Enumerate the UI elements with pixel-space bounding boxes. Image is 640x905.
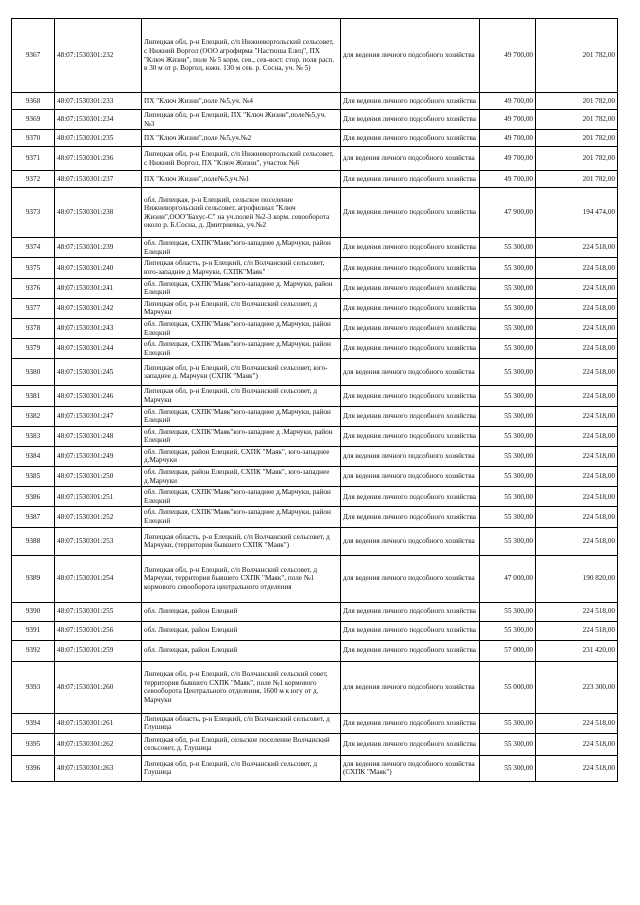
row-number-cell: 9396 <box>12 755 55 781</box>
row-number-cell: 9374 <box>12 238 55 258</box>
area-value-cell: 55 300,00 <box>480 467 536 487</box>
permitted-use-cell: для ведения личного подсобного хозяйства <box>341 147 480 171</box>
table-row <box>12 110 618 130</box>
location-cell: обл. Липецкая, СХПК"Маяк"юго-западнее д.Марчуки, район Елецкий <box>142 487 341 507</box>
cadastral-number-cell: 48:07:1530301:253 <box>55 527 142 555</box>
permitted-use-cell: для ведения личного подсобного хозяйства <box>341 19 480 93</box>
cadastral-number-cell: 48:07:1530301:249 <box>55 446 142 466</box>
cadastral-number-cell: 48:07:1530301:256 <box>55 621 142 640</box>
table-row <box>12 298 618 318</box>
cadastral-number-cell: 48:07:1530301:242 <box>55 298 142 318</box>
row-number-cell: 9382 <box>12 406 55 426</box>
permitted-use-cell: Для ведения личного подсобного хозяйства <box>341 621 480 640</box>
permitted-use-cell: Для ведения личного подсобного хозяйства <box>341 426 480 446</box>
table-row <box>12 467 618 487</box>
table-row <box>12 147 618 171</box>
location-cell: обл. Липецкая, р-н Елецкий, сельское поселение Нижневоргольский сельсовет, агрофилиал "Ключ Жизни",ООО"Бахус-С" на уч.полей №2-3 корм. севооборота около р. Б.Сосна, д. Дмитриевка, уч.№2 <box>142 188 341 238</box>
location-cell: обл. Липецкая, СХПК"Маяк"юго-западнее д.Марчуки, район Елецкий <box>142 406 341 426</box>
table-row <box>12 171 618 188</box>
row-number-cell: 9373 <box>12 188 55 238</box>
cadastral-number-cell: 48:07:1530301:238 <box>55 188 142 238</box>
cadastral-cost-cell: 224 518,00 <box>536 621 618 640</box>
permitted-use-cell: Для ведения личного подсобного хозяйства <box>341 386 480 406</box>
area-value-cell: 55 300,00 <box>480 621 536 640</box>
cadastral-number-cell: 48:07:1530301:260 <box>55 661 142 713</box>
location-cell: Липецкая обл, р-н Елецкий, ПХ "Ключ Жизни",поле№5,уч. №3 <box>142 110 341 130</box>
cadastral-number-cell: 48:07:1530301:243 <box>55 318 142 338</box>
cadastral-cost-cell: 224 518,00 <box>536 527 618 555</box>
location-cell: Липецкая область, р-н Елецкий, с/п Волчанский сельсовет, д Глушица <box>142 713 341 733</box>
cadastral-cost-cell: 224 518,00 <box>536 258 618 278</box>
area-value-cell: 49 700,00 <box>480 110 536 130</box>
table-row <box>12 406 618 426</box>
cadastral-number-cell: 48:07:1530301:246 <box>55 386 142 406</box>
table-row <box>12 621 618 640</box>
permitted-use-cell: для ведения личного подсобного хозяйства <box>341 467 480 487</box>
location-cell: Липецкая обл, р-н Елецкий, с/п Волчанский сельсовет, д Марчуки <box>142 298 341 318</box>
table-row <box>12 130 618 147</box>
row-number-cell: 9392 <box>12 640 55 661</box>
location-cell: Липецкая обл, р-н Елецкий, с/п Волчанский сельсовет, д Марчуки, территория бывшего СХПК "Маяк", поле №1 кормового севооборота центрального отделения <box>142 555 341 602</box>
table-row <box>12 527 618 555</box>
row-number-cell: 9393 <box>12 661 55 713</box>
cadastral-number-cell: 48:07:1530301:252 <box>55 507 142 527</box>
row-number-cell: 9377 <box>12 298 55 318</box>
location-cell: Липецкая обл, р-н Елецкий, с/п Нижневоргольский сельсовет, с Нижний Воргол (ООО агрофирма "Настюша Елец", ПХ "Ключ Жизни", поле № 5 корм. сев., сев-вост. стор. поля расп. в 30 м от р. Воргол, южн. 130 м сев. р. Сосна, уч. № 5) <box>142 19 341 93</box>
row-number-cell: 9370 <box>12 130 55 147</box>
table-row <box>12 487 618 507</box>
cadastral-cost-cell: 224 518,00 <box>536 467 618 487</box>
permitted-use-cell: Для ведения личного подсобного хозяйства <box>341 507 480 527</box>
area-value-cell: 55 300,00 <box>480 278 536 298</box>
area-value-cell: 49 700,00 <box>480 93 536 110</box>
permitted-use-cell: Для ведения личного подсобного хозяйства <box>341 487 480 507</box>
cadastral-cost-cell: 194 474,00 <box>536 188 618 238</box>
permitted-use-cell: Для ведения личного подсобного хозяйства <box>341 298 480 318</box>
cadastral-cost-cell: 224 518,00 <box>536 426 618 446</box>
permitted-use-cell: для ведения личного подсобного хозяйства <box>341 527 480 555</box>
table-row <box>12 602 618 621</box>
table-row <box>12 258 618 278</box>
row-number-cell: 9376 <box>12 278 55 298</box>
row-number-cell: 9379 <box>12 339 55 359</box>
cadastral-number-cell: 48:07:1530301:239 <box>55 238 142 258</box>
permitted-use-cell: Для ведения личного подсобного хозяйства <box>341 318 480 338</box>
cadastral-number-cell: 48:07:1530301:254 <box>55 555 142 602</box>
area-value-cell: 49 700,00 <box>480 19 536 93</box>
cadastral-cost-cell: 224 518,00 <box>536 406 618 426</box>
location-cell: обл. Липецкая, район Елецкий <box>142 621 341 640</box>
location-cell: обл. Липецкая, СХПК"Маяк"юго-западнее д.Марчуки, район Елецкий <box>142 318 341 338</box>
cadastral-cost-cell: 224 518,00 <box>536 602 618 621</box>
row-number-cell: 9395 <box>12 733 55 755</box>
area-value-cell: 47 000,00 <box>480 555 536 602</box>
cadastral-cost-cell: 201 782,00 <box>536 93 618 110</box>
cadastral-cost-cell: 224 518,00 <box>536 386 618 406</box>
area-value-cell: 55 300,00 <box>480 487 536 507</box>
area-value-cell: 47 900,00 <box>480 188 536 238</box>
cadastral-number-cell: 48:07:1530301:261 <box>55 713 142 733</box>
area-value-cell: 55 300,00 <box>480 406 536 426</box>
table-row <box>12 755 618 781</box>
row-number-cell: 9390 <box>12 602 55 621</box>
row-number-cell: 9394 <box>12 713 55 733</box>
area-value-cell: 55 300,00 <box>480 359 536 386</box>
area-value-cell: 57 000,00 <box>480 640 536 661</box>
cadastral-cost-cell: 224 518,00 <box>536 359 618 386</box>
cadastral-cost-cell: 224 518,00 <box>536 446 618 466</box>
row-number-cell: 9375 <box>12 258 55 278</box>
row-number-cell: 9386 <box>12 487 55 507</box>
location-cell: ПХ "Ключ Жизни",поле №5,уч.№2 <box>142 130 341 147</box>
area-value-cell: 55 300,00 <box>480 258 536 278</box>
location-cell: обл. Липецкая, СХПК"Маяк"юго-западнее д.Марчуки, район Елецкий <box>142 238 341 258</box>
cadastral-cost-cell: 224 518,00 <box>536 278 618 298</box>
table-row <box>12 426 618 446</box>
table-row <box>12 661 618 713</box>
cadastral-cost-cell: 224 518,00 <box>536 298 618 318</box>
area-value-cell: 55 300,00 <box>480 602 536 621</box>
table-row <box>12 93 618 110</box>
area-value-cell: 55 300,00 <box>480 446 536 466</box>
area-value-cell: 55 300,00 <box>480 527 536 555</box>
location-cell: обл. Липецкая, СХПК"Маяк"юго-западнее д. Марчуки, район Елецкий <box>142 278 341 298</box>
area-value-cell: 55 300,00 <box>480 426 536 446</box>
cadastral-number-cell: 48:07:1530301:234 <box>55 110 142 130</box>
permitted-use-cell: Для ведения личного подсобного хозяйства <box>341 110 480 130</box>
area-value-cell: 55 000,00 <box>480 661 536 713</box>
permitted-use-cell: для ведения личного подсобного хозяйства <box>341 661 480 713</box>
cadastral-number-cell: 48:07:1530301:235 <box>55 130 142 147</box>
cadastral-cost-cell: 190 820,00 <box>536 555 618 602</box>
area-value-cell: 49 700,00 <box>480 130 536 147</box>
location-cell: Липецкая область, р-н Елецкий, с/п Волчанский сельсовет, д Марчуки, (территория бывшего СХПК "Маяк") <box>142 527 341 555</box>
permitted-use-cell: для ведения личного подсобного хозяйства <box>341 359 480 386</box>
area-value-cell: 55 300,00 <box>480 755 536 781</box>
cadastral-number-cell: 48:07:1530301:232 <box>55 19 142 93</box>
row-number-cell: 9372 <box>12 171 55 188</box>
row-number-cell: 9369 <box>12 110 55 130</box>
table-row <box>12 359 618 386</box>
table-row <box>12 640 618 661</box>
location-cell: ПХ "Ключ Жизни",поле №5,уч. №4 <box>142 93 341 110</box>
row-number-cell: 9388 <box>12 527 55 555</box>
area-value-cell: 55 300,00 <box>480 386 536 406</box>
table-row <box>12 555 618 602</box>
cadastral-cost-cell: 201 782,00 <box>536 130 618 147</box>
table-row <box>12 507 618 527</box>
cadastral-number-cell: 48:07:1530301:245 <box>55 359 142 386</box>
table-row <box>12 318 618 338</box>
row-number-cell: 9384 <box>12 446 55 466</box>
area-value-cell: 55 300,00 <box>480 733 536 755</box>
cadastral-number-cell: 48:07:1530301:241 <box>55 278 142 298</box>
cadastral-number-cell: 48:07:1530301:248 <box>55 426 142 446</box>
area-value-cell: 55 300,00 <box>480 507 536 527</box>
land-plot-table <box>11 18 618 782</box>
permitted-use-cell: Для ведения личного подсобного хозяйства <box>341 171 480 188</box>
row-number-cell: 9389 <box>12 555 55 602</box>
location-cell: Липецкая обл, р-н Елецкий, с/п Волчанский сельсовет, д Глушица <box>142 755 341 781</box>
permitted-use-cell: Для ведения личного подсобного хозяйства <box>341 238 480 258</box>
cadastral-cost-cell: 224 518,00 <box>536 339 618 359</box>
cadastral-number-cell: 48:07:1530301:237 <box>55 171 142 188</box>
table-row <box>12 386 618 406</box>
row-number-cell: 9371 <box>12 147 55 171</box>
permitted-use-cell: для ведения личного подсобного хозяйства <box>341 555 480 602</box>
location-cell: Липецкая обл, р-н Елецкий, сельское поселение Волчанский сельсовет, д. Глушица <box>142 733 341 755</box>
area-value-cell: 55 300,00 <box>480 713 536 733</box>
permitted-use-cell: Для ведения личного подсобного хозяйства <box>341 733 480 755</box>
cadastral-cost-cell: 201 782,00 <box>536 110 618 130</box>
permitted-use-cell: Для ведения личного подсобного хозяйства <box>341 640 480 661</box>
table-row <box>12 446 618 466</box>
cadastral-cost-cell: 231 420,00 <box>536 640 618 661</box>
location-cell: Липецкая обл, р-н Елецкий, с/п Волчанский сельский совет, территория бывшего СХПК "Маяк", поле №1 кормового севооборота Центрального отделения, 1600 м к югу от д. Марчуки <box>142 661 341 713</box>
location-cell: обл. Липецкая, СХПК"Маяк"юго-западнее д.Марчуки, район Елецкий <box>142 339 341 359</box>
permitted-use-cell: Для ведения личного подсобного хозяйства <box>341 258 480 278</box>
cadastral-cost-cell: 201 782,00 <box>536 171 618 188</box>
area-value-cell: 55 300,00 <box>480 339 536 359</box>
table-row <box>12 713 618 733</box>
table-row <box>12 19 618 93</box>
table-row <box>12 278 618 298</box>
permitted-use-cell: Для ведения личного подсобного хозяйства <box>341 406 480 426</box>
area-value-cell: 55 300,00 <box>480 318 536 338</box>
row-number-cell: 9378 <box>12 318 55 338</box>
cadastral-number-cell: 48:07:1530301:233 <box>55 93 142 110</box>
cadastral-cost-cell: 224 518,00 <box>536 238 618 258</box>
cadastral-number-cell: 48:07:1530301:259 <box>55 640 142 661</box>
location-cell: ПХ "Ключ Жизни",поле№5,уч.№1 <box>142 171 341 188</box>
location-cell: обл. Липецкая, район Елецкий <box>142 602 341 621</box>
cadastral-cost-cell: 224 518,00 <box>536 713 618 733</box>
cadastral-cost-cell: 223 300,00 <box>536 661 618 713</box>
permitted-use-cell: Для ведения личного подсобного хозяйства <box>341 339 480 359</box>
cadastral-cost-cell: 224 518,00 <box>536 318 618 338</box>
permitted-use-cell: Для ведения личного подсобного хозяйства <box>341 602 480 621</box>
cadastral-number-cell: 48:07:1530301:255 <box>55 602 142 621</box>
row-number-cell: 9380 <box>12 359 55 386</box>
cadastral-cost-cell: 224 518,00 <box>536 507 618 527</box>
cadastral-number-cell: 48:07:1530301:247 <box>55 406 142 426</box>
table-row <box>12 188 618 238</box>
table-row <box>12 339 618 359</box>
cadastral-number-cell: 48:07:1530301:262 <box>55 733 142 755</box>
row-number-cell: 9387 <box>12 507 55 527</box>
row-number-cell: 9381 <box>12 386 55 406</box>
location-cell: Липецкая обл, р-н Елецкий, с/п Нижневоргольский сельсовет, с Нижний Воргол, ПХ "Ключ Жизни", участок №6 <box>142 147 341 171</box>
table-row <box>12 238 618 258</box>
cadastral-cost-cell: 201 782,00 <box>536 147 618 171</box>
cadastral-number-cell: 48:07:1530301:251 <box>55 487 142 507</box>
cadastral-number-cell: 48:07:1530301:250 <box>55 467 142 487</box>
cadastral-cost-cell: 224 518,00 <box>536 487 618 507</box>
cadastral-number-cell: 48:07:1530301:236 <box>55 147 142 171</box>
permitted-use-cell: Для ведения личного подсобного хозяйства <box>341 188 480 238</box>
cadastral-number-cell: 48:07:1530301:263 <box>55 755 142 781</box>
area-value-cell: 49 700,00 <box>480 171 536 188</box>
cadastral-cost-cell: 201 782,00 <box>536 19 618 93</box>
permitted-use-cell: для ведения личного подсобного хозяйства (СХПК "Маяк") <box>341 755 480 781</box>
location-cell: Липецкая область, р-н Елецкий, с/п Волчанский сельсовет, юго-западнее д Марчуки, СХПК"Маяк" <box>142 258 341 278</box>
permitted-use-cell: Для ведения личного подсобного хозяйства <box>341 93 480 110</box>
cadastral-cost-cell: 224 518,00 <box>536 733 618 755</box>
area-value-cell: 55 300,00 <box>480 298 536 318</box>
location-cell: обл. Липецкая, район Елецкий, СХПК "Маяк", юго-западнее д.Марчуки <box>142 446 341 466</box>
area-value-cell: 55 300,00 <box>480 238 536 258</box>
row-number-cell: 9368 <box>12 93 55 110</box>
location-cell: Липецкая обл, р-н Елецкий, с/п Волчанский сельсовет, юго-западнее д. Марчуки (СХПК "Маяк") <box>142 359 341 386</box>
row-number-cell: 9391 <box>12 621 55 640</box>
area-value-cell: 49 700,00 <box>480 147 536 171</box>
location-cell: обл. Липецкая, район Елецкий, СХПК "Маяк", юго-западнее д.Марчуки <box>142 467 341 487</box>
row-number-cell: 9367 <box>12 19 55 93</box>
row-number-cell: 9383 <box>12 426 55 446</box>
permitted-use-cell: Для ведения личного подсобного хозяйства <box>341 713 480 733</box>
location-cell: Липецкая обл, р-н Елецкий, с/п Волчанский сельсовет, д Марчуки <box>142 386 341 406</box>
row-number-cell: 9385 <box>12 467 55 487</box>
permitted-use-cell: Для ведения личного подсобного хозяйства <box>341 130 480 147</box>
location-cell: обл. Липецкая, район Елецкий <box>142 640 341 661</box>
cadastral-number-cell: 48:07:1530301:244 <box>55 339 142 359</box>
table-body <box>12 19 618 782</box>
permitted-use-cell: для ведения личного подсобного хозяйства <box>341 446 480 466</box>
location-cell: обл. Липецкая, СХПК"Маяк"юго-западнее д .Марчуки, район Елецкий <box>142 426 341 446</box>
permitted-use-cell: Для ведения личного подсобного хозяйства <box>341 278 480 298</box>
cadastral-number-cell: 48:07:1530301:240 <box>55 258 142 278</box>
table-row <box>12 733 618 755</box>
location-cell: обл. Липецкая, СХПК"Маяк"юго-западнее д.Марчуки, район Елецкий <box>142 507 341 527</box>
cadastral-cost-cell: 224 518,00 <box>536 755 618 781</box>
